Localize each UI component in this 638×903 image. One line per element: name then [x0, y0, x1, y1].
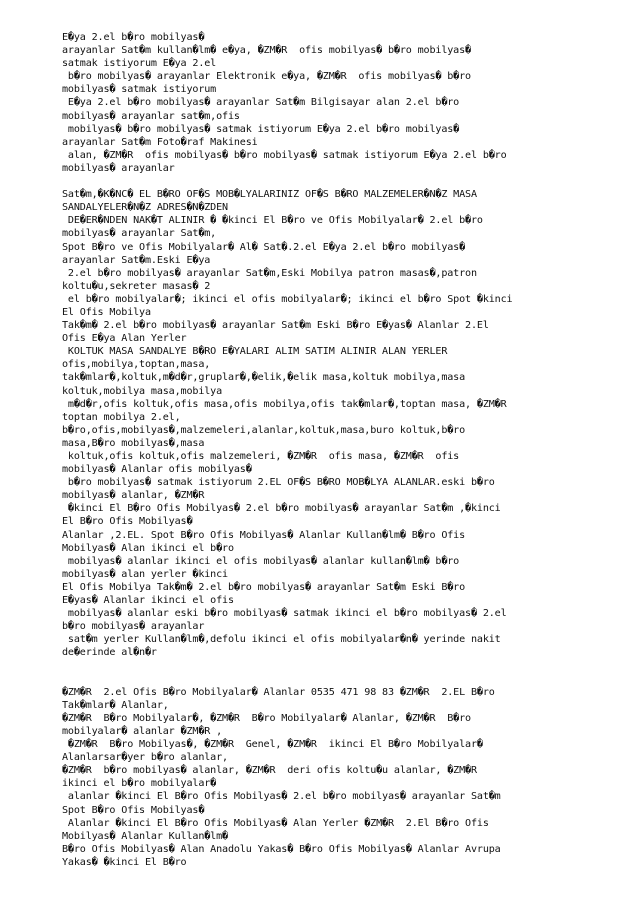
document-body	[62, 31, 634, 869]
paragraph-2: Sat�m,�K�NC� EL B�RO OF�S MOB�LYALARINIZ OF�S B�RO MALZEMELER�N�Z MASA SANDALYELER�N�Z ADRES�N�ZDEN DE�ER�NDEN NAK�T ALINIR � �kinci El B�ro ve Ofis Mobilyalar� 2.el b�ro mobilyas� arayanlar Sat�m, Spot B�ro ve Ofis Mobilyalar� Al� Sat�.2.el E�ya 2.el b�ro mobilyas� arayanlar Sat�m.Eski E�ya 2.el b�ro mobilyas� arayanlar Sat�m,Eski Mobilya patron masas�,patron koltu�u,sekreter masas� 2 el b�ro mobilyalar�; ikinci el ofis mobilyalar�; ikinci el b�ro Spot �kinci El Ofis Mobilya Tak�m� 2.el b�ro mobilyas� arayanlar Sat�m Eski B�ro E�yas� Alanlar 2.El Ofis E�ya Alan Yerler KOLTUK MASA SANDALYE B�RO E�YALARI ALIM SATIM ALINIR ALAN YERLER ofis,mobilya,toptan,masa, tak�mlar�,koltuk,m�d�r,gruplar�,�elik,�elik masa,koltuk mobilya,masa koltuk,mobilya masa,mobilya m�d�r,ofis koltuk,ofis masa,ofis mobilya,ofis tak�mlar�,toptan masa, �ZM�R toptan mobilya 2.el, b�ro,ofis,mobilyas�,malzemeleri,alanlar,koltuk,masa,buro koltuk,b�ro masa,B�ro mobilyas�,masa koltuk,ofis koltuk,ofis malzemeleri, �ZM�R ofis masa, �ZM�R ofis mobilyas� Alanlar ofis mobilyas� b�ro mobilyas� satmak istiyorum 2.EL OF�S B�RO MOB�LYA ALANLAR.eski b�ro mobilyas� alanlar, �ZM�R �kinci El B�ro Ofis Mobilyas� 2.el b�ro mobilyas� arayanlar Sat�m ,�kinci El B�ro Ofis Mobilyas� Alanlar ,2.EL. Spot B�ro Ofis Mobilyas� Alanlar Kullan�lm� B�ro Ofis Mobilyas� Alan ikinci el b�ro mobilyas� alanlar ikinci el ofis mobilyas� alanlar kullan�lm� b�ro mobilyas� alan yerler �kinci El Ofis Mobilya Tak�m� 2.el b�ro mobilyas� arayanlar Sat�m Eski B�ro E�yas� Alanlar ikinci el ofis mobilyas� alanlar eski b�ro mobilyas� satmak ikinci el b�ro mobilyas� 2.el b�ro mobilyas� arayanlar sat�m yerler Kullan�lm�,defolu ikinci el ofis mobilyalar�n� yerinde nakit de�erinde al�n�r	[62, 189, 513, 659]
paragraph-1: E�ya 2.el b�ro mobilyas� arayanlar Sat�m kullan�lm� e�ya, �ZM�R ofis mobilyas� b�ro mobilyas� satmak istiyorum E�ya 2.el b�ro mobilyas� arayanlar Elektronik e�ya, �ZM�R ofis mobilyas� b�ro mobilyas� satmak istiyorum E�ya 2.el b�ro mobilyas� arayanlar Sat�m Bilgisayar alan 2.el b�ro mobilyas� arayanlar sat�m,ofis mobilyas� b�ro mobilyas� satmak istiyorum E�ya 2.el b�ro mobilyas� arayanlar Sat�m Foto�raf Makinesi alan, �ZM�R ofis mobilyas� b�ro mobilyas� satmak istiyorum E�ya 2.el b�ro mobilyas� arayanlar	[62, 32, 507, 174]
paragraph-3: �ZM�R 2.el Ofis B�ro Mobilyalar� Alanlar 0535 471 98 83 �ZM�R 2.EL B�ro Tak�mlar� Alanlar, �ZM�R B�ro Mobilyalar�, �ZM�R B�ro Mobilyalar� Alanlar, �ZM�R B�ro mobilyalar� alanlar �ZM�R , �ZM�R B�ro Mobilyas�, �ZM�R Genel, �ZM�R ikinci El B�ro Mobilyalar� Alanlarsar�yer b�ro alanlar, �ZM�R b�ro mobilyas� alanlar, �ZM�R deri ofis koltu�u alanlar, �ZM�R ikinci el b�ro mobilyalar� alanlar �kinci El B�ro Ofis Mobilyas� 2.el b�ro mobilyas� arayanlar Sat�m Spot B�ro Ofis Mobilyas� Alanlar �kinci El B�ro Ofis Mobilyas� Alan Yerler �ZM�R 2.El B�ro Ofis Mobilyas� Alanlar Kullan�lm� B�ro Ofis Mobilyas� Alan Anadolu Yakas� B�ro Ofis Mobilyas� Alanlar Avrupa Yakas� �kinci El B�ro	[62, 686, 501, 868]
